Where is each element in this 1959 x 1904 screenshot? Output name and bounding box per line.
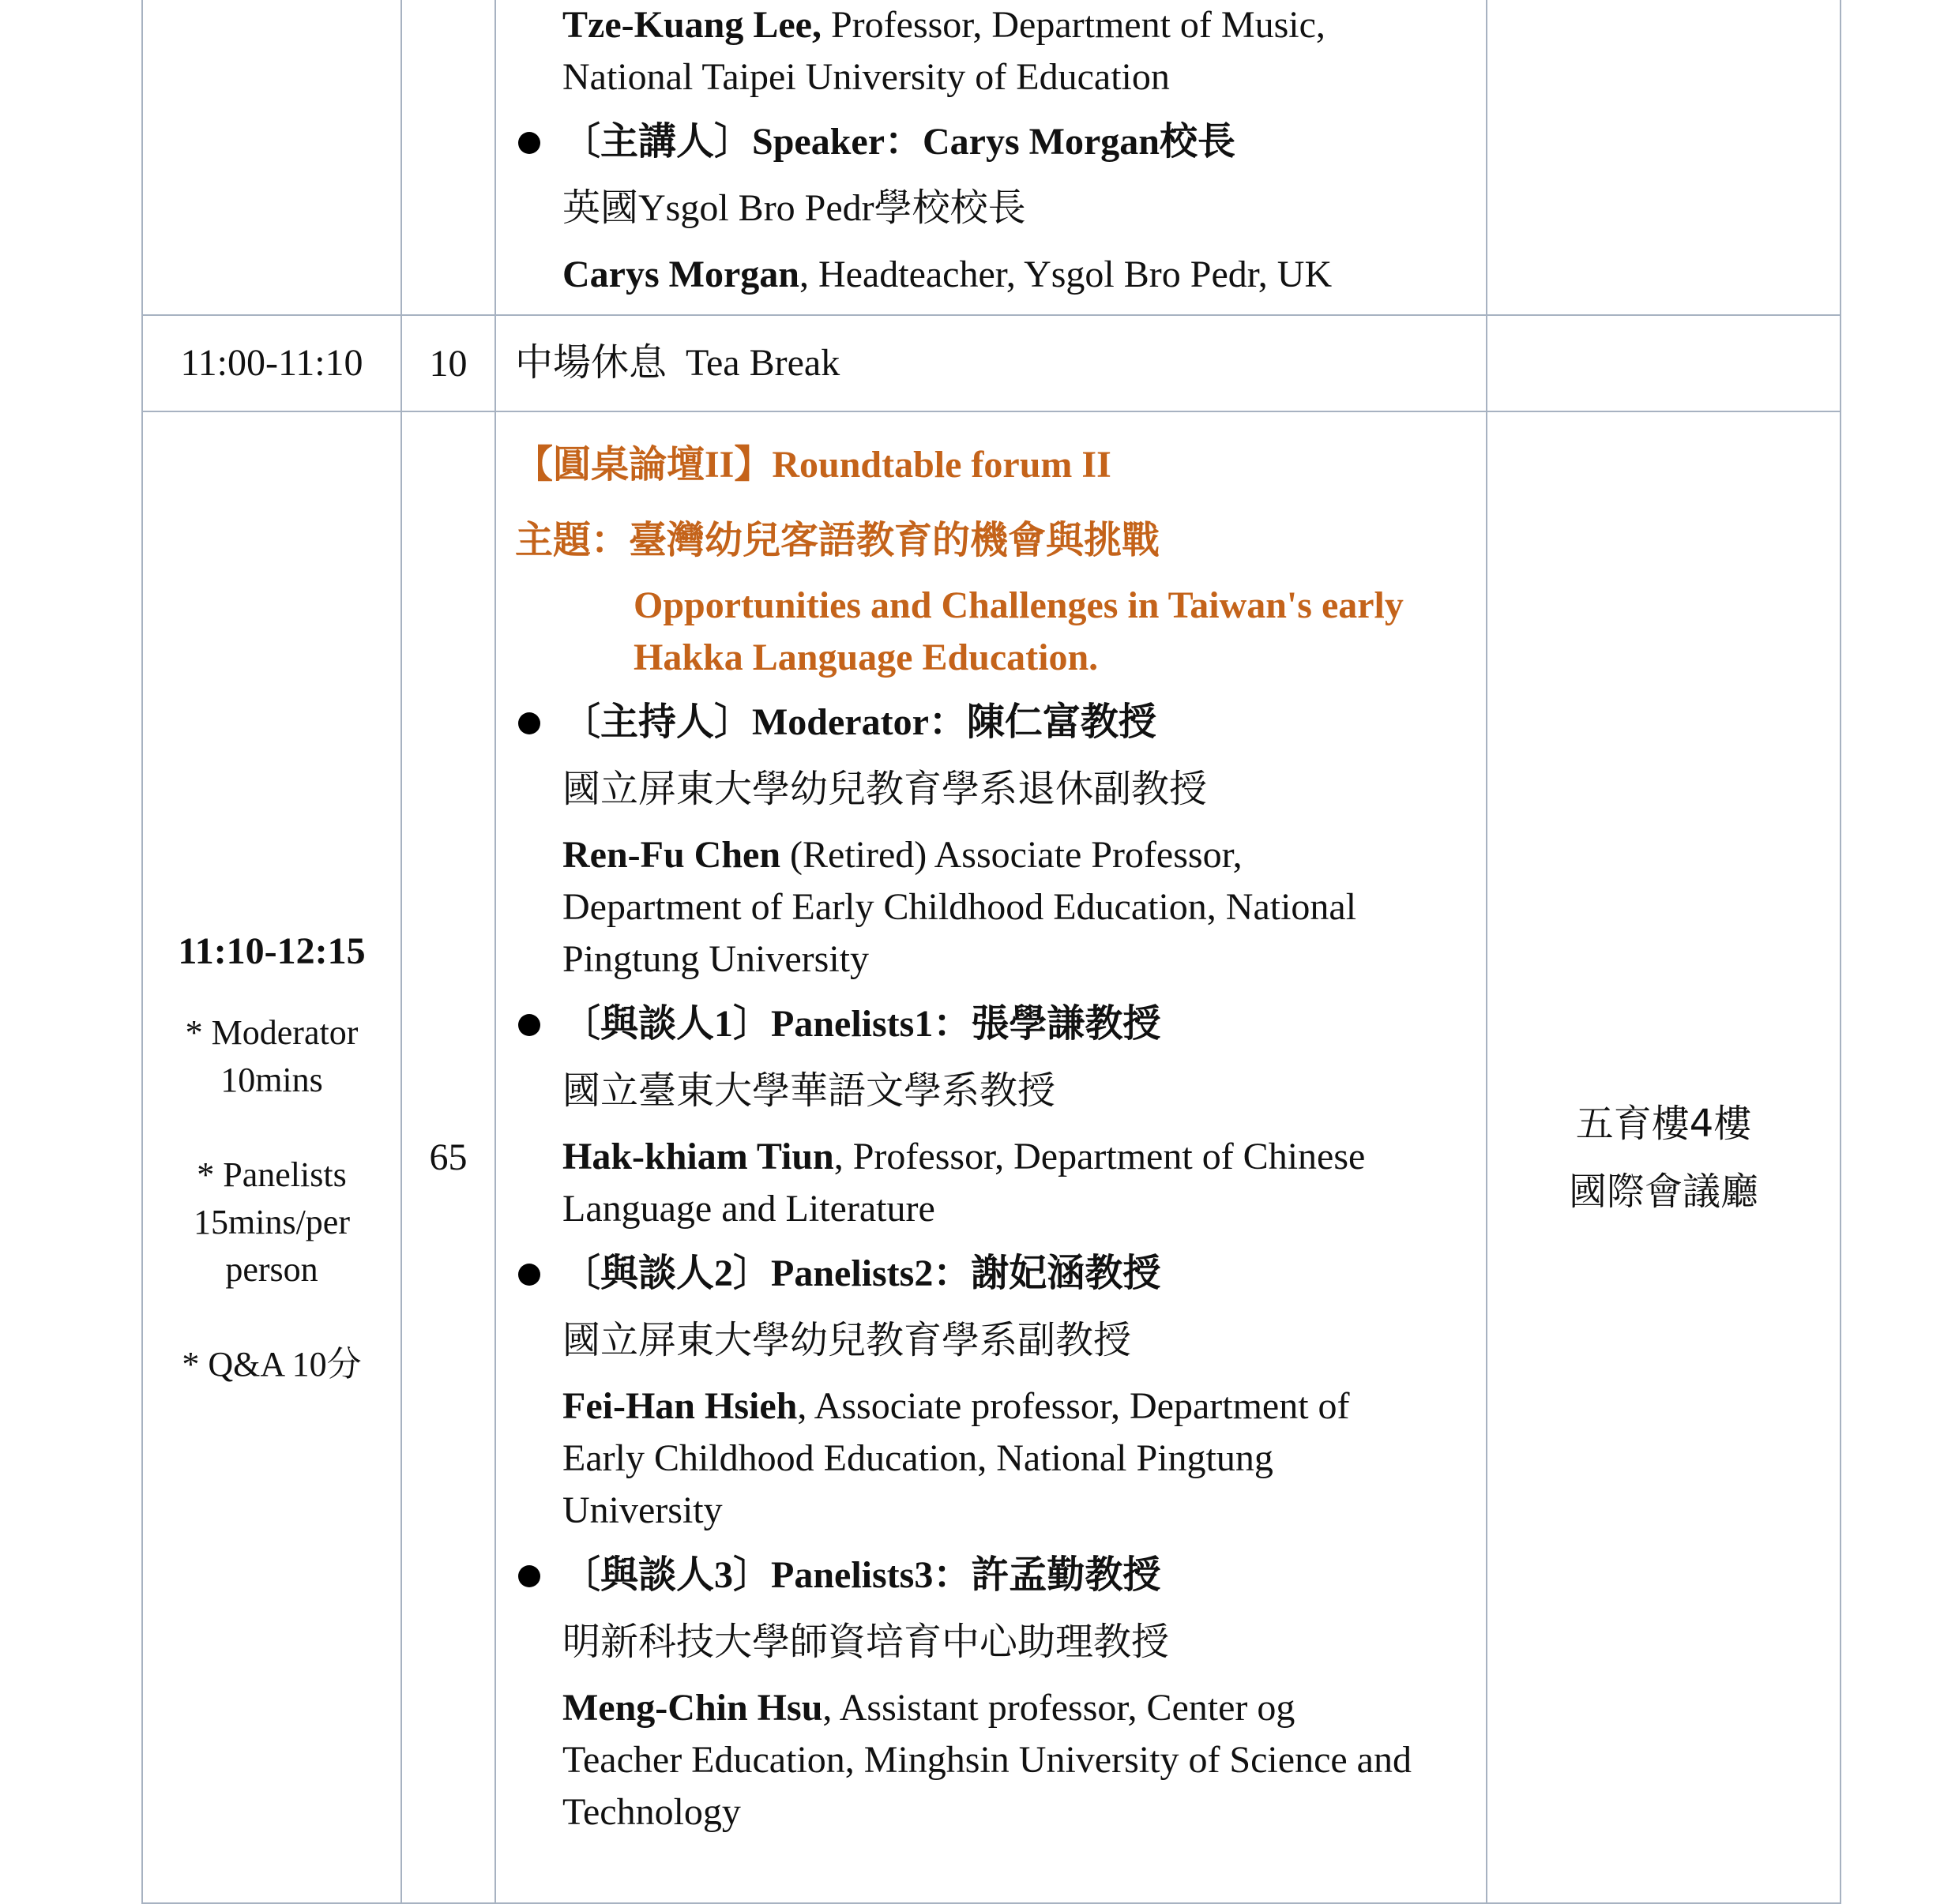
bullet-icon	[518, 1565, 540, 1587]
content-cell	[495, 315, 1487, 411]
panelist1-en-line1: Hak-khiam Tiun, Professor, Department of Chinese	[562, 1136, 1366, 1177]
time-cell	[142, 0, 401, 315]
note-panelists-person: person	[225, 1249, 318, 1289]
panelist3-en-line2: Teacher Education, Minghsin University of Science and	[562, 1739, 1412, 1781]
forum-title: 【圓桌論壇II】Roundtable forum II	[515, 444, 1111, 486]
agenda-table	[141, 0, 1841, 1904]
speaker-zh-title: 英國Ysgol Bro Pedr學校校長	[562, 187, 1026, 229]
moderator-zh-title: 國立屏東大學幼兒教育學系退休副教授	[562, 767, 1208, 811]
venue-cell	[1487, 315, 1841, 411]
panelist2-zh-title: 國立屏東大學幼兒教育學系副教授	[562, 1318, 1132, 1362]
time-cell	[142, 411, 401, 1903]
session-time: 11:10-12:15	[178, 929, 366, 972]
minutes-cell: 65	[401, 411, 495, 1903]
panelist3-en-line1: Meng-Chin Hsu, Assistant professor, Center og	[562, 1687, 1295, 1729]
tea-break-label: 中場休息 Tea Break	[515, 342, 840, 384]
moderator-en-line3: Pingtung University	[562, 938, 870, 980]
note-panelists: * Panelists	[197, 1155, 347, 1194]
speaker-heading: 〔主講人〕Speaker：Carys Morgan校長	[515, 116, 1467, 168]
venue-line2: 國際會議廳	[1568, 1169, 1758, 1214]
bullet-icon	[518, 1014, 540, 1036]
moderator-en-line1: Ren-Fu Chen (Retired) Associate Professor,	[562, 834, 1243, 876]
table-row	[142, 411, 1841, 1903]
panelist1-heading: 〔與談人1〕Panelists1：張學謙教授	[515, 998, 1467, 1050]
panelist3-heading: 〔與談人3〕Panelists3：許孟勤教授	[515, 1549, 1467, 1602]
minutes-cell: 10	[401, 315, 495, 411]
forum-theme-en-line1: Opportunities and Challenges in Taiwan's early	[634, 584, 1404, 626]
note-moderator-mins: 10mins	[220, 1060, 323, 1099]
panelist2-en-line1: Fei-Han Hsieh, Associate professor, Department of	[562, 1385, 1350, 1427]
bullet-icon	[518, 712, 540, 734]
forum-theme-en-line2: Hakka Language Education.	[634, 637, 1099, 678]
bullet-icon	[518, 1264, 540, 1286]
panelist3-zh-title: 明新科技大學師資培育中心助理教授	[562, 1620, 1170, 1664]
bullet-icon	[518, 132, 540, 154]
content-cell	[495, 411, 1487, 1903]
table-row	[142, 315, 1841, 411]
panelist3-en-line3: Technology	[562, 1791, 741, 1833]
table-row	[142, 0, 1841, 315]
prev-panelist-line2: National Taipei University of Education	[562, 56, 1170, 98]
moderator-en-line2: Department of Early Childhood Education, National	[562, 886, 1357, 928]
panelist1-en-line2: Language and Literature	[562, 1188, 935, 1230]
panelist1-zh-title: 國立臺東大學華語文學系教授	[562, 1068, 1056, 1113]
content-cell	[495, 0, 1487, 315]
prev-panelist-line1: Tze-Kuang Lee, Professor, Department of Music,	[562, 4, 1325, 46]
note-moderator: * Moderator	[185, 1012, 359, 1052]
speaker-en-desc: Carys Morgan, Headteacher, Ysgol Bro Pedr, UK	[562, 253, 1333, 295]
venue-cell	[1487, 411, 1841, 1903]
moderator-heading: 〔主持人〕Moderator：陳仁富教授	[515, 697, 1467, 749]
time-cell: 11:00-11:10	[142, 315, 401, 411]
panelist2-heading: 〔與談人2〕Panelists2：謝妃涵教授	[515, 1248, 1467, 1300]
panelist2-en-line3: University	[562, 1489, 723, 1531]
panelist2-en-line2: Early Childhood Education, National Pingtung	[562, 1437, 1273, 1479]
venue-line1: 五育樓4樓	[1575, 1101, 1752, 1146]
venue-cell	[1487, 0, 1841, 315]
minutes-cell	[401, 0, 495, 315]
forum-theme-zh: 主題：臺灣幼兒客語教育的機會與挑戰	[515, 520, 1160, 561]
note-qa: * Q&A 10分	[182, 1344, 362, 1384]
note-panelists-mins: 15mins/per	[194, 1202, 350, 1241]
